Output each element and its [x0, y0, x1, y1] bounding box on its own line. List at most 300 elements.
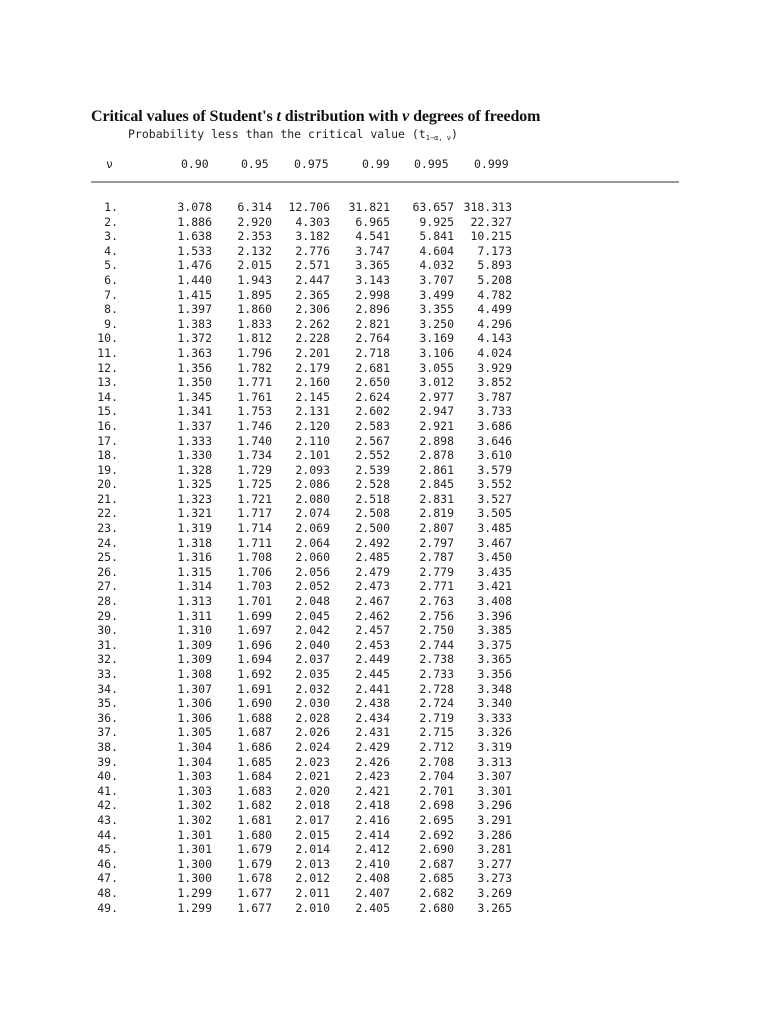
table-cell: 1.638	[177, 229, 212, 244]
row-df-label: 13.	[97, 375, 118, 390]
table-cell: 3.291	[477, 812, 512, 827]
table-cell: 2.602	[355, 404, 390, 419]
table-cell: 31.821	[348, 200, 390, 214]
table-cell: 6.314	[237, 200, 272, 214]
table-cell: 1.300	[177, 856, 212, 871]
row-df-label: 49.	[97, 900, 118, 915]
table-cell: 3.929	[477, 360, 512, 375]
table-cell: 2.015	[237, 258, 272, 273]
table-row	[0, 682, 768, 697]
title-middle: distribution with	[280, 108, 403, 125]
header-col-0.975: 0.975	[294, 157, 329, 171]
table-cell: 1.771	[237, 375, 272, 390]
table-row	[0, 288, 768, 303]
table-row	[0, 784, 768, 799]
table-row	[0, 696, 768, 711]
table-cell: 2.750	[419, 623, 454, 638]
table-cell: 2.552	[355, 448, 390, 463]
table-cell: 1.729	[237, 462, 272, 477]
table-cell: 5.893	[477, 258, 512, 273]
table-row	[0, 492, 768, 507]
row-df-label: 43.	[97, 812, 118, 827]
table-row	[0, 506, 768, 521]
table-cell: 3.421	[477, 579, 512, 594]
table-cell: 3.396	[477, 608, 512, 623]
table-cell: 2.045	[295, 608, 330, 623]
table-cell: 1.307	[177, 681, 212, 696]
table-cell: 2.048	[295, 594, 330, 609]
row-df-label: 23.	[97, 521, 118, 536]
table-cell: 4.499	[477, 302, 512, 317]
table-cell: 2.179	[295, 360, 330, 375]
table-cell: 2.032	[295, 681, 330, 696]
table-cell: 3.505	[477, 506, 512, 521]
row-df-label: 48.	[97, 885, 118, 900]
table-cell: 1.302	[177, 798, 212, 813]
table-cell: 1.860	[237, 302, 272, 317]
table-row	[0, 842, 768, 857]
table-row	[0, 258, 768, 273]
table-cell: 1.311	[177, 608, 212, 623]
table-cell: 2.485	[355, 550, 390, 565]
table-row	[0, 302, 768, 317]
row-df-label: 9.	[104, 316, 118, 331]
table-row	[0, 273, 768, 288]
table-cell: 2.624	[355, 389, 390, 404]
table-cell: 2.682	[419, 885, 454, 900]
table-cell: 2.819	[419, 506, 454, 521]
table-cell: 2.306	[295, 302, 330, 317]
table-cell: 3.313	[477, 754, 512, 769]
header-col-0.999: 0.999	[474, 157, 509, 171]
table-row	[0, 448, 768, 463]
title-t-symbol: t	[276, 108, 281, 125]
table-cell: 3.333	[477, 710, 512, 725]
table-cell: 3.552	[477, 477, 512, 492]
row-df-label: 31.	[97, 637, 118, 652]
table-cell: 1.397	[177, 302, 212, 317]
table-cell: 2.508	[355, 506, 390, 521]
table-cell: 2.365	[295, 287, 330, 302]
table-row	[0, 886, 768, 901]
table-cell: 1.325	[177, 477, 212, 492]
table-cell: 3.273	[477, 871, 512, 886]
table-cell: 1.305	[177, 725, 212, 740]
table-cell: 2.878	[419, 448, 454, 463]
table-cell: 2.160	[295, 375, 330, 390]
table-cell: 2.807	[419, 521, 454, 536]
table-cell: 2.704	[419, 769, 454, 784]
table-cell: 1.533	[177, 243, 212, 258]
table-cell: 1.304	[177, 739, 212, 754]
table-cell: 2.037	[295, 652, 330, 667]
header-col-0.90: 0.90	[181, 157, 209, 171]
table-cell: 2.017	[295, 812, 330, 827]
table-row	[0, 229, 768, 244]
row-df-label: 46.	[97, 856, 118, 871]
table-cell: 3.450	[477, 550, 512, 565]
table-cell: 1.313	[177, 594, 212, 609]
table-cell: 1.321	[177, 506, 212, 521]
row-df-label: 26.	[97, 564, 118, 579]
table-cell: 4.303	[295, 214, 330, 229]
table-cell: 1.692	[237, 667, 272, 681]
table-cell: 2.712	[419, 739, 454, 754]
table-cell: 2.680	[419, 900, 454, 915]
table-cell: 3.408	[477, 594, 512, 609]
table-cell: 2.056	[295, 564, 330, 579]
table-cell: 2.462	[355, 608, 390, 623]
table-cell: 2.845	[419, 477, 454, 492]
table-row	[0, 769, 768, 784]
table-row	[0, 361, 768, 376]
header-col-0.95: 0.95	[241, 157, 269, 171]
table-cell: 63.657	[412, 200, 454, 214]
table-row	[0, 667, 768, 682]
table-cell: 318.313	[463, 200, 512, 214]
table-row	[0, 331, 768, 346]
row-df-label: 17.	[97, 433, 118, 448]
table-cell: 1.886	[177, 214, 212, 229]
table-cell: 2.074	[295, 506, 330, 521]
table-cell: 3.527	[477, 491, 512, 506]
row-df-label: 35.	[97, 696, 118, 711]
table-cell: 3.012	[419, 375, 454, 390]
table-cell: 2.449	[355, 652, 390, 667]
table-cell: 1.812	[237, 331, 272, 346]
table-row	[0, 594, 768, 609]
table-cell: 3.375	[477, 637, 512, 652]
table-cell: 1.330	[177, 448, 212, 463]
table-cell: 2.011	[295, 885, 330, 900]
table-cell: 2.132	[237, 243, 272, 258]
table-cell: 1.683	[237, 783, 272, 798]
table-row	[0, 813, 768, 828]
table-row	[0, 711, 768, 726]
table-cell: 1.685	[237, 754, 272, 769]
header-nu: ν	[106, 157, 113, 171]
table-cell: 2.093	[295, 462, 330, 477]
table-cell: 2.583	[355, 418, 390, 433]
title-v-symbol: v	[402, 108, 410, 125]
subtitle-text: Probability less than the critical value (	[128, 127, 419, 141]
table-cell: 3.686	[477, 418, 512, 433]
table-row	[0, 200, 768, 215]
table-cell: 2.080	[295, 491, 330, 506]
table-cell: 2.101	[295, 448, 330, 463]
row-df-label: 11.	[97, 345, 118, 360]
table-cell: 3.610	[477, 448, 512, 463]
table-cell: 2.060	[295, 550, 330, 565]
table-cell: 2.024	[295, 739, 330, 754]
row-df-label: 40.	[97, 769, 118, 784]
table-cell: 2.708	[419, 754, 454, 769]
table-cell: 2.738	[419, 652, 454, 667]
table-cell: 1.306	[177, 696, 212, 711]
row-df-label: 44.	[97, 827, 118, 842]
table-cell: 1.725	[237, 477, 272, 492]
table-cell: 2.086	[295, 477, 330, 492]
table-cell: 2.492	[355, 535, 390, 550]
table-cell: 1.761	[237, 389, 272, 404]
table-cell: 2.685	[419, 871, 454, 886]
table-cell: 2.441	[355, 681, 390, 696]
row-df-label: 29.	[97, 608, 118, 623]
table-cell: 2.353	[237, 229, 272, 244]
table-cell: 2.410	[355, 856, 390, 871]
table-cell: 1.314	[177, 579, 212, 594]
table-cell: 2.831	[419, 491, 454, 506]
table-cell: 2.473	[355, 579, 390, 594]
table-row	[0, 798, 768, 813]
table-cell: 2.028	[295, 710, 330, 725]
table-cell: 1.303	[177, 769, 212, 784]
row-df-label: 16.	[97, 418, 118, 433]
table-cell: 4.604	[419, 243, 454, 258]
table-cell: 2.797	[419, 535, 454, 550]
table-row	[0, 477, 768, 492]
table-cell: 5.208	[477, 272, 512, 287]
row-df-label: 18.	[97, 448, 118, 463]
table-cell: 1.319	[177, 521, 212, 536]
row-df-label: 15.	[97, 404, 118, 419]
table-cell: 2.771	[419, 579, 454, 594]
table-row	[0, 871, 768, 886]
table-cell: 3.307	[477, 769, 512, 784]
table-cell: 3.707	[419, 272, 454, 287]
table-cell: 1.753	[237, 404, 272, 419]
row-df-label: 34.	[97, 681, 118, 696]
table-cell: 2.052	[295, 579, 330, 594]
page-subtitle	[128, 127, 458, 142]
table-cell: 22.327	[470, 214, 512, 229]
table-cell: 1.833	[237, 316, 272, 331]
row-df-label: 41.	[97, 783, 118, 798]
table-cell: 2.014	[295, 842, 330, 857]
table-row	[0, 565, 768, 580]
table-cell: 2.405	[355, 900, 390, 915]
table-cell: 1.690	[237, 696, 272, 711]
table-cell: 3.747	[355, 243, 390, 258]
table-cell: 2.467	[355, 594, 390, 609]
table-cell: 2.539	[355, 462, 390, 477]
table-cell: 2.434	[355, 710, 390, 725]
table-cell: 1.696	[237, 637, 272, 652]
table-cell: 3.355	[419, 302, 454, 317]
table-cell: 1.711	[237, 535, 272, 550]
table-cell: 3.301	[477, 783, 512, 798]
table-cell: 3.787	[477, 389, 512, 404]
row-df-label: 12.	[97, 360, 118, 375]
table-cell: 2.010	[295, 900, 330, 915]
row-df-label: 3.	[104, 229, 118, 244]
table-cell: 3.356	[477, 667, 512, 681]
table-cell: 2.438	[355, 696, 390, 711]
table-cell: 3.169	[419, 331, 454, 346]
table-cell: 2.733	[419, 667, 454, 681]
table-row	[0, 638, 768, 653]
table-cell: 2.453	[355, 637, 390, 652]
table-cell: 4.541	[355, 229, 390, 244]
table-cell: 2.728	[419, 681, 454, 696]
header-col-0.99: 0.99	[362, 157, 390, 171]
table-cell: 1.678	[237, 871, 272, 886]
table-cell: 4.782	[477, 287, 512, 302]
table-cell: 1.337	[177, 418, 212, 433]
table-cell: 2.412	[355, 842, 390, 857]
row-df-label: 19.	[97, 462, 118, 477]
table-cell: 1.345	[177, 389, 212, 404]
table-cell: 3.499	[419, 287, 454, 302]
table-cell: 2.744	[419, 637, 454, 652]
table-cell: 1.308	[177, 667, 212, 681]
table-cell: 2.035	[295, 667, 330, 681]
row-df-label: 6.	[104, 272, 118, 287]
table-row	[0, 828, 768, 843]
table-cell: 1.706	[237, 564, 272, 579]
table-cell: 2.021	[295, 769, 330, 784]
row-df-label: 14.	[97, 389, 118, 404]
table-cell: 2.698	[419, 798, 454, 813]
table-cell: 4.296	[477, 316, 512, 331]
table-cell: 3.250	[419, 316, 454, 331]
row-df-label: 37.	[97, 725, 118, 740]
table-cell: 2.695	[419, 812, 454, 827]
table-cell: 1.714	[237, 521, 272, 536]
table-cell: 1.895	[237, 287, 272, 302]
table-cell: 2.681	[355, 360, 390, 375]
table-cell: 2.423	[355, 769, 390, 784]
row-df-label: 39.	[97, 754, 118, 769]
table-cell: 2.015	[295, 827, 330, 842]
table-cell: 3.106	[419, 345, 454, 360]
table-cell: 1.679	[237, 842, 272, 857]
table-cell: 3.296	[477, 798, 512, 813]
table-cell: 1.315	[177, 564, 212, 579]
table-cell: 2.030	[295, 696, 330, 711]
table-row	[0, 652, 768, 667]
row-df-label: 27.	[97, 579, 118, 594]
row-df-label: 47.	[97, 871, 118, 886]
table-cell: 1.415	[177, 287, 212, 302]
table-cell: 1.328	[177, 462, 212, 477]
table-row	[0, 623, 768, 638]
table-cell: 2.687	[419, 856, 454, 871]
header-col-0.995: 0.995	[414, 157, 449, 171]
row-df-label: 42.	[97, 798, 118, 813]
row-df-label: 38.	[97, 739, 118, 754]
table-cell: 7.173	[477, 243, 512, 258]
row-df-label: 4.	[104, 243, 118, 258]
row-df-label: 22.	[97, 506, 118, 521]
table-cell: 1.708	[237, 550, 272, 565]
table-cell: 2.418	[355, 798, 390, 813]
table-cell: 1.697	[237, 623, 272, 638]
table-cell: 2.528	[355, 477, 390, 492]
table-cell: 2.920	[237, 214, 272, 229]
table-cell: 2.020	[295, 783, 330, 798]
table-cell: 2.690	[419, 842, 454, 857]
table-cell: 1.782	[237, 360, 272, 375]
table-cell: 5.841	[419, 229, 454, 244]
table-cell: 2.518	[355, 491, 390, 506]
table-cell: 2.921	[419, 418, 454, 433]
table-row	[0, 755, 768, 770]
row-df-label: 32.	[97, 652, 118, 667]
row-df-label: 1.	[104, 200, 118, 214]
table-cell: 12.706	[288, 200, 330, 214]
table-cell: 1.299	[177, 900, 212, 915]
table-cell: 2.821	[355, 316, 390, 331]
row-df-label: 2.	[104, 214, 118, 229]
table-cell: 1.796	[237, 345, 272, 360]
table-cell: 1.299	[177, 885, 212, 900]
table-cell: 3.485	[477, 521, 512, 536]
table-cell: 3.182	[295, 229, 330, 244]
table-cell: 2.756	[419, 608, 454, 623]
table-cell: 1.677	[237, 885, 272, 900]
table-row	[0, 521, 768, 536]
table-cell: 1.687	[237, 725, 272, 740]
table-cell: 2.023	[295, 754, 330, 769]
table-cell: 1.476	[177, 258, 212, 273]
table-body	[0, 200, 768, 915]
table-cell: 2.861	[419, 462, 454, 477]
table-cell: 2.445	[355, 667, 390, 681]
table-cell: 3.579	[477, 462, 512, 477]
table-cell: 1.309	[177, 652, 212, 667]
table-cell: 2.898	[419, 433, 454, 448]
table-cell: 3.269	[477, 885, 512, 900]
row-df-label: 5.	[104, 258, 118, 273]
table-row	[0, 609, 768, 624]
table-cell: 3.467	[477, 535, 512, 550]
table-cell: 1.686	[237, 739, 272, 754]
table-cell: 3.435	[477, 564, 512, 579]
table-cell: 2.421	[355, 783, 390, 798]
row-df-label: 33.	[97, 667, 118, 681]
subtitle-t-symbol: t	[418, 127, 426, 141]
table-cell: 3.326	[477, 725, 512, 740]
table-cell: 2.262	[295, 316, 330, 331]
table-cell: 2.787	[419, 550, 454, 565]
table-cell: 3.385	[477, 623, 512, 638]
table-cell: 2.414	[355, 827, 390, 842]
table-row	[0, 404, 768, 419]
table-row	[0, 419, 768, 434]
table-cell: 2.064	[295, 535, 330, 550]
table-cell: 1.677	[237, 900, 272, 915]
table-cell: 2.567	[355, 433, 390, 448]
table-cell: 3.365	[355, 258, 390, 273]
table-cell: 2.447	[295, 272, 330, 287]
table-cell: 1.701	[237, 594, 272, 609]
table-cell: 1.688	[237, 710, 272, 725]
table-cell: 1.301	[177, 827, 212, 842]
table-cell: 1.304	[177, 754, 212, 769]
table-cell: 1.301	[177, 842, 212, 857]
table-cell: 2.724	[419, 696, 454, 711]
table-cell: 1.691	[237, 681, 272, 696]
table-cell: 2.719	[419, 710, 454, 725]
table-cell: 2.018	[295, 798, 330, 813]
table-cell: 1.300	[177, 871, 212, 886]
table-row	[0, 346, 768, 361]
title-prefix: Critical values of Student's	[91, 108, 277, 125]
table-row	[0, 375, 768, 390]
table-cell: 2.776	[295, 243, 330, 258]
table-cell: 4.024	[477, 345, 512, 360]
